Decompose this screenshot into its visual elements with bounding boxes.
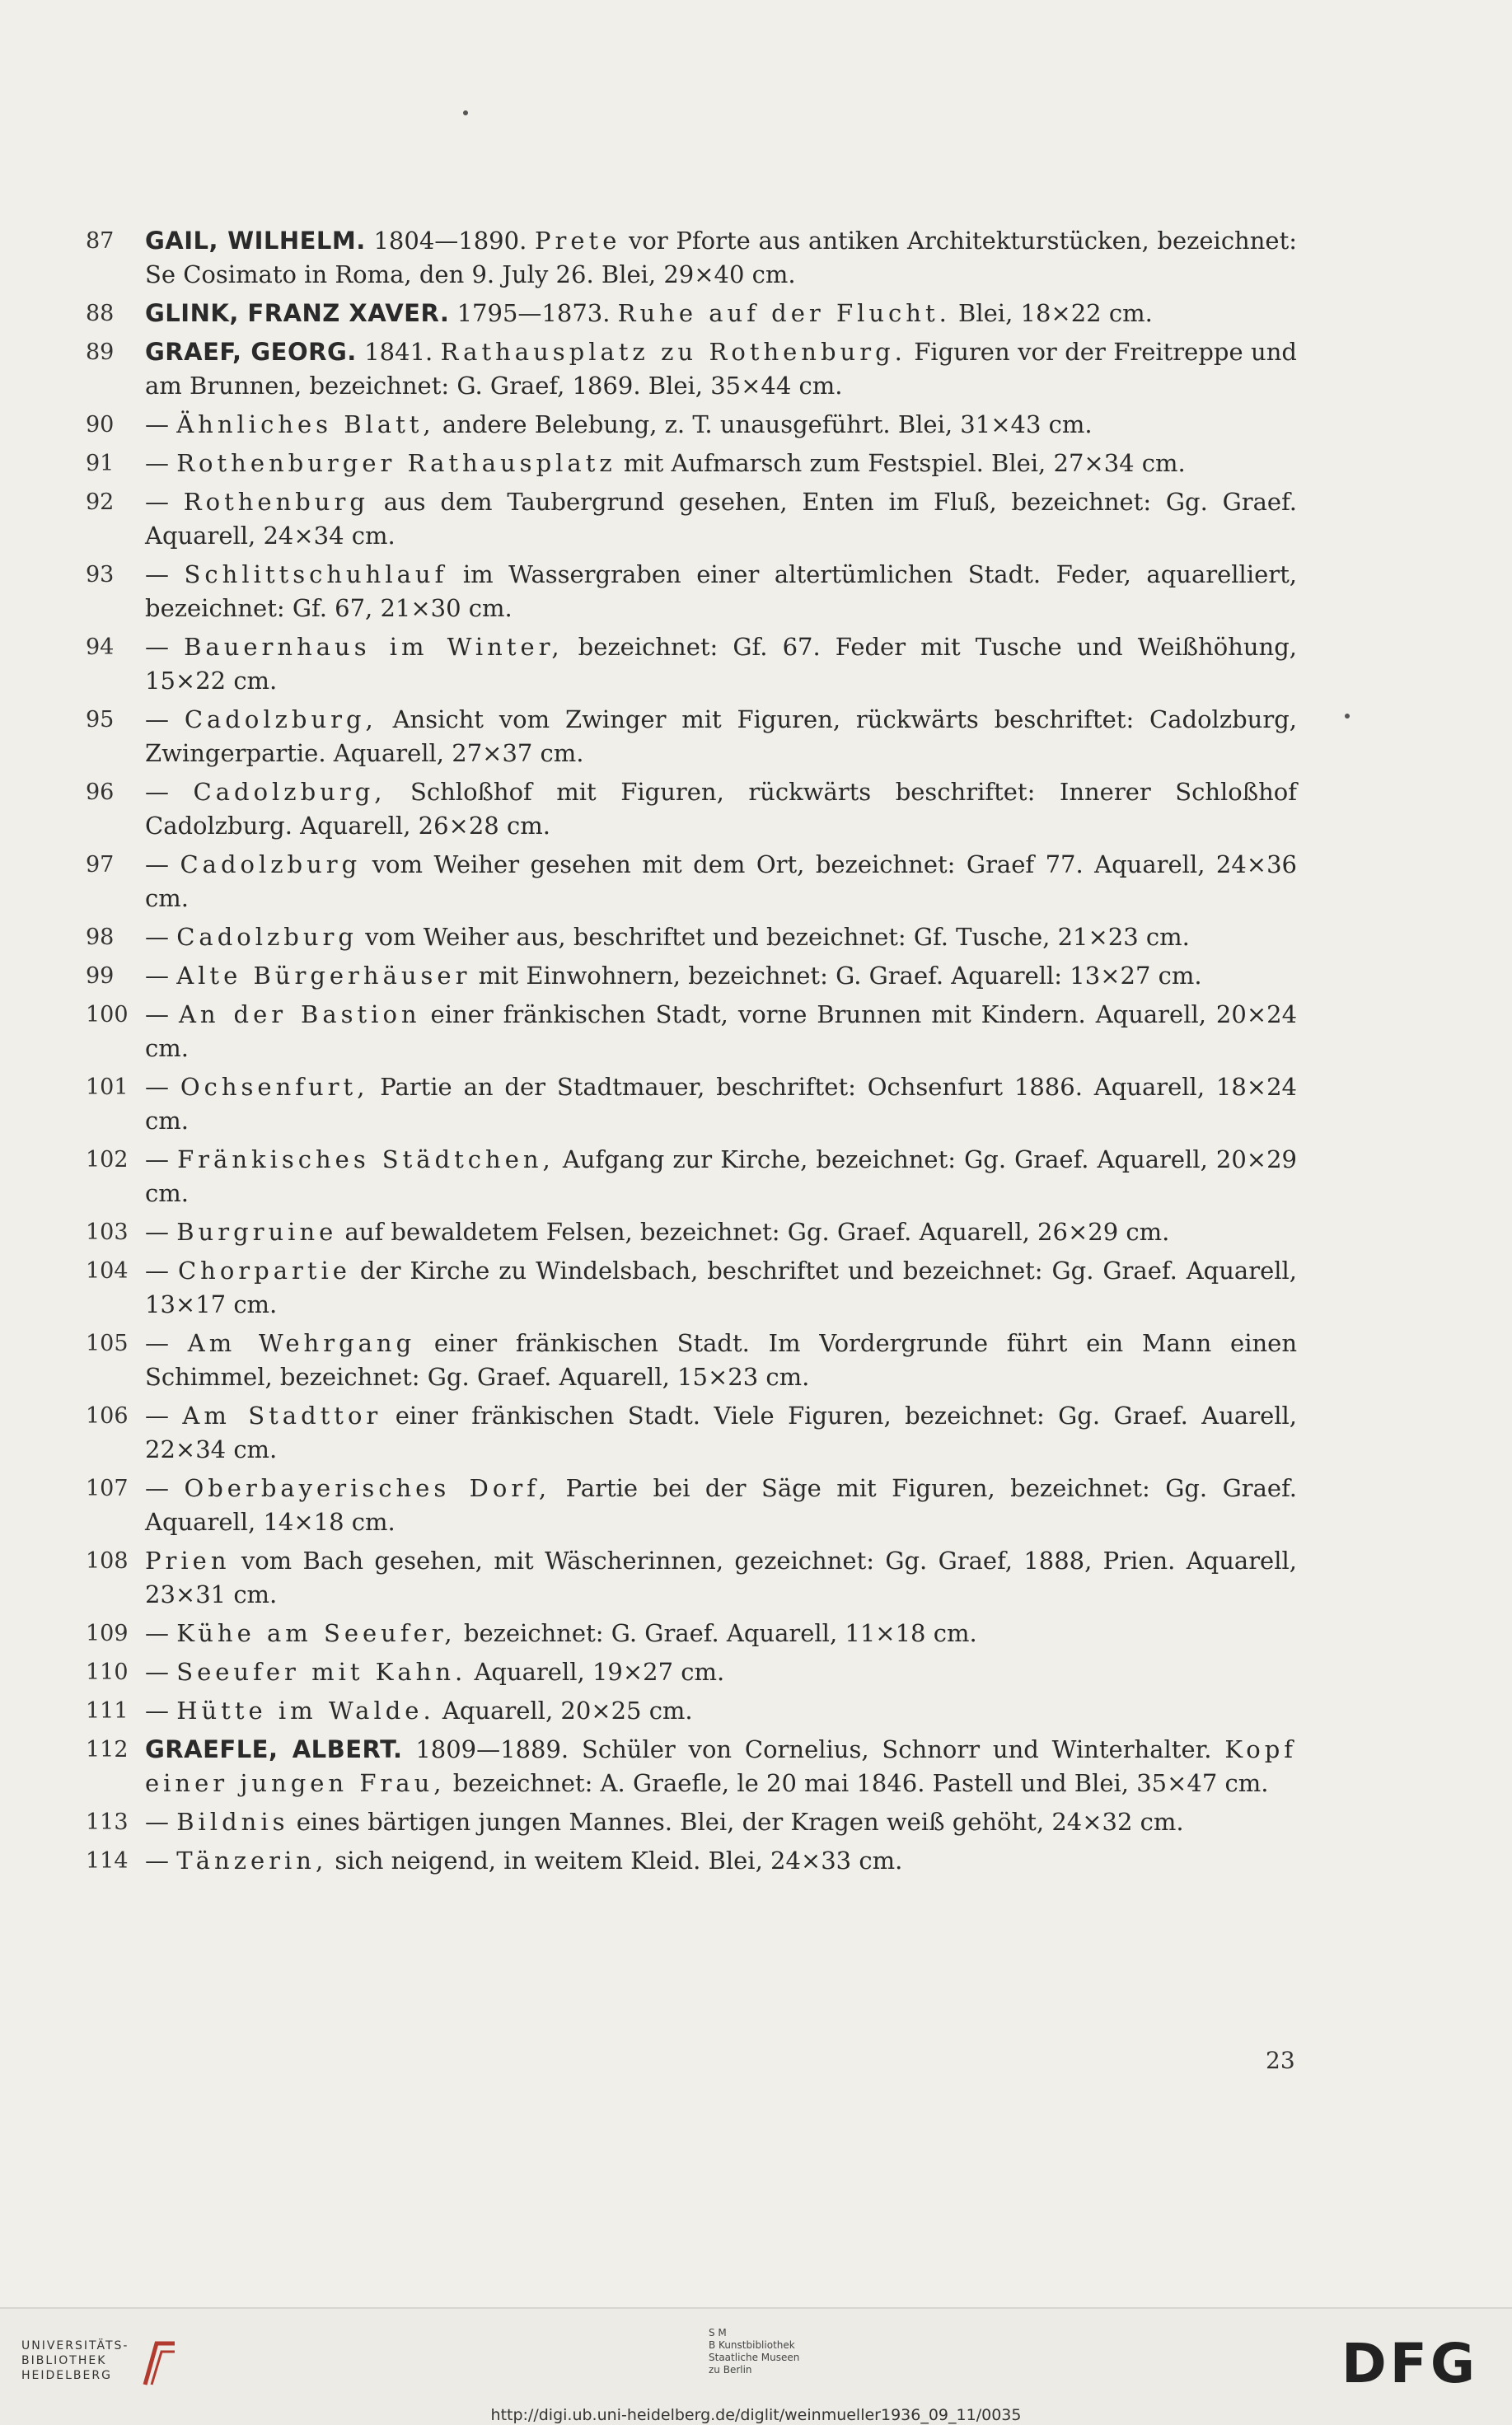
work-title: Hütte im Walde. (176, 1697, 435, 1725)
work-title: Chorpartie (177, 1257, 351, 1285)
entry-number: 88 (86, 301, 115, 326)
catalog-entry (86, 1655, 1297, 1689)
entry-text (145, 1215, 1297, 1249)
work-title: Cadolzburg, (193, 778, 386, 806)
entry-text (145, 1694, 1297, 1728)
work-description: bezeichnet: Gf. 67. Feder mit Tusche und Weißhöhung, 15×22 cm. (145, 633, 1297, 695)
work-title: Cadolzburg, (184, 705, 377, 733)
artist-name: GAIL, WILHELM. (145, 227, 366, 255)
work-title: Prete (535, 227, 621, 255)
entry-number: 107 (86, 1476, 129, 1501)
catalog-entry (86, 1399, 1297, 1467)
entry-number: 104 (86, 1258, 129, 1284)
work-description: andere Belebung, z. T. unausgeführt. Blei, 31×43 cm. (434, 410, 1093, 438)
work-description: vom Weiher aus, beschriftet und bezeichnet: Gf. Tusche, 21×23 cm. (357, 923, 1190, 951)
entry-text (145, 335, 1297, 403)
work-title: Rothenburg (183, 488, 369, 516)
entry-dates: — (145, 449, 177, 477)
logo-line: HEIDELBERG (21, 2369, 112, 2382)
work-title: Seeufer mit Kahn. (176, 1658, 467, 1686)
work-title: Bildnis (176, 1808, 289, 1836)
entry-dates: — (145, 1257, 178, 1285)
page-number: 23 (1266, 2047, 1295, 2074)
entry-dates: — (145, 1697, 177, 1725)
entry-number: 103 (86, 1220, 129, 1245)
entry-number: 106 (86, 1403, 129, 1429)
entry-number: 105 (86, 1331, 129, 1356)
entry-text (145, 1655, 1297, 1689)
catalog-entry (86, 1254, 1297, 1322)
work-description: mit Einwohnern, bezeichnet: G. Graef. Aquarell: 13×27 cm. (470, 962, 1202, 990)
entry-text (145, 1143, 1297, 1210)
work-description: Aquarell, 19×27 cm. (466, 1658, 725, 1686)
entry-text (145, 1327, 1297, 1394)
kunstbibliothek-logo[interactable] (709, 2327, 799, 2376)
work-description: einer fränkischen Stadt. Viele Figuren, bezeichnet: Gg. Graef. Auarell, 22×34 cm. (145, 1402, 1298, 1463)
entry-text (145, 630, 1297, 698)
catalog-entry (86, 1143, 1297, 1210)
work-description: der Kirche zu Windelsbach, beschriftet und bezeichnet: Gg. Graef. Aquarell, 13×17 cm. (145, 1257, 1297, 1318)
catalog-entry (86, 558, 1297, 625)
artist-name: GLINK, FRANZ XAVER. (145, 299, 450, 327)
entry-dates: — (145, 410, 177, 438)
university-library-logo[interactable] (21, 2338, 129, 2383)
entry-text (145, 1544, 1297, 1612)
entry-number: 99 (86, 963, 115, 989)
speck-mark (1345, 714, 1350, 719)
entry-dates: — (145, 778, 194, 806)
catalog-entry (86, 1070, 1297, 1138)
entry-number: 95 (86, 707, 115, 733)
entry-dates: 1795—1873. (449, 299, 618, 327)
entry-dates: — (145, 1073, 180, 1101)
entry-dates: 1804—1890. (365, 227, 535, 255)
catalog-entry (86, 1544, 1297, 1612)
entry-number: 90 (86, 412, 115, 438)
entry-dates: — (145, 1847, 177, 1875)
work-title: Oberbayerisches Dorf, (184, 1474, 551, 1502)
entry-dates: — (145, 705, 185, 733)
logo-line: BIBLIOTHEK (21, 2354, 107, 2367)
entry-text (145, 1254, 1297, 1322)
entry-number: 111 (86, 1698, 129, 1724)
work-title: Rathausplatz zu Rothenburg. (440, 338, 906, 366)
entry-number: 97 (86, 852, 115, 878)
entry-number: 91 (86, 451, 115, 476)
work-description: Schloßhof mit Figuren, rückwärts beschriftet: Innerer Schloßhof Cadolzburg. Aquarell, 26×28 cm. (145, 778, 1298, 840)
entry-text (145, 408, 1297, 442)
logo-line: UNIVERSITÄTS- (21, 2339, 129, 2352)
entry-text (145, 703, 1297, 770)
work-title: An der Bastion (178, 1000, 421, 1028)
work-description: Figuren vor der Freitreppe und am Brunnen, bezeichnet: G. Graef, 1869. Blei, 35×44 cm. (145, 338, 1297, 400)
catalog-entry (86, 1327, 1297, 1394)
entry-dates: — (145, 1474, 185, 1502)
work-description: Partie bei der Säge mit Figuren, bezeichnet: Gg. Graef. Aquarell, 14×18 cm. (145, 1474, 1297, 1536)
entry-text (145, 1805, 1297, 1839)
work-title: Prien (145, 1547, 231, 1575)
work-title: Ruhe auf der Flucht. (617, 299, 951, 327)
entry-number: 108 (86, 1548, 129, 1574)
entry-dates: — (145, 1619, 177, 1647)
work-description: vom Bach gesehen, mit Wäscherinnen, gezeichnet: Gg. Graef, 1888, Prien. Aquarell, 23×31 cm. (145, 1547, 1297, 1608)
work-title: Ochsenfurt, (180, 1073, 369, 1101)
work-description: bezeichnet: A. Graefle, le 20 mai 1846. Pastell und Blei, 35×47 cm. (445, 1769, 1269, 1797)
footer-bar (0, 2307, 1512, 2425)
catalog-entry (86, 1215, 1297, 1249)
entry-dates: — (145, 850, 180, 878)
catalog-entry (86, 1733, 1297, 1800)
work-title: Burgruine (176, 1218, 338, 1246)
artist-name: GRAEFLE, ALBERT. (145, 1735, 403, 1763)
work-title: Schlittschuhlauf (184, 560, 448, 588)
entry-text (145, 920, 1297, 954)
work-description: einer fränkischen Stadt, vorne Brunnen mit Kindern. Aquarell, 20×24 cm. (145, 1000, 1298, 1062)
catalog-entry (86, 1617, 1297, 1650)
work-description: Aufgang zur Kirche, bezeichnet: Gg. Graef. Aquarell, 20×29 cm. (145, 1145, 1297, 1207)
entry-text (145, 1472, 1297, 1539)
kb-line: zu Berlin (709, 2364, 752, 2376)
work-description: Blei, 18×22 cm. (950, 299, 1153, 327)
entry-number: 112 (86, 1737, 129, 1763)
work-description: sich neigend, in weitem Kleid. Blei, 24×33 cm. (327, 1847, 903, 1875)
work-title: Tänzerin, (176, 1847, 328, 1875)
university-emblem-icon (138, 2337, 180, 2390)
work-title: Am Stadttor (182, 1402, 382, 1430)
work-title: Kühe am Seeufer, (176, 1619, 456, 1647)
work-title: Fränkisches Städtchen, (177, 1145, 555, 1173)
work-description: Ansicht vom Zwinger mit Figuren, rückwärts beschriftet: Cadolzburg, Zwingerpartie. Aquarell, 27×37 cm. (145, 705, 1297, 767)
work-description: bezeichnet: G. Graef. Aquarell, 11×18 cm. (456, 1619, 977, 1647)
catalog-entry (86, 998, 1297, 1065)
work-description: einer fränkischen Stadt. Im Vordergrunde führt ein Mann einen Schimmel, bezeichnet: Gg. Graef. Aquarell, 15×23 cm. (145, 1329, 1297, 1391)
entry-text (145, 775, 1297, 843)
work-title: Am Wehrgang (187, 1329, 416, 1357)
catalog-entry (86, 848, 1297, 915)
work-description: vom Weiher gesehen mit dem Ort, bezeichnet: Graef 77. Aquarell, 24×36 cm. (145, 850, 1297, 912)
kb-line: B Kunstbibliothek (709, 2339, 795, 2351)
kb-line: Staatliche Museen (709, 2352, 800, 2363)
catalog-entry (86, 920, 1297, 954)
work-description: mit Aufmarsch zum Festspiel. Blei, 27×34 cm. (616, 449, 1186, 477)
entry-dates: — (145, 1145, 178, 1173)
entry-text (145, 485, 1297, 553)
catalog-entry (86, 1472, 1297, 1539)
catalog-entries (86, 224, 1297, 1883)
work-title: Ähnliches Blatt, (176, 410, 435, 438)
entry-number: 89 (86, 339, 115, 365)
entry-text (145, 447, 1297, 480)
entry-dates: 1841. (356, 338, 441, 366)
entry-text (145, 558, 1297, 625)
catalog-entry (86, 630, 1297, 698)
work-description: im Wassergraben einer altertümlichen Stadt. Feder, aquarelliert, bezeichnet: Gf. 67, 21×30 cm. (145, 560, 1297, 622)
speck-mark (463, 110, 468, 115)
work-title: Alte Bürgerhäuser (176, 962, 471, 990)
work-title: Kopf einer jungen Frau, (145, 1735, 1298, 1797)
work-description: vor Pforte aus antiken Architekturstücken, bezeichnet: Se Cosimato in Roma, den 9. July 26. Blei, 29×40 cm. (145, 227, 1297, 288)
entry-number: 98 (86, 925, 115, 950)
entry-text (145, 1733, 1297, 1800)
entry-number: 110 (86, 1660, 129, 1685)
entry-dates: — (145, 488, 184, 516)
work-description: eines bärtigen jungen Mannes. Blei, der Kragen weiß gehöht, 24×32 cm. (288, 1808, 1184, 1836)
entry-text (145, 959, 1297, 993)
entry-dates: — (145, 1402, 183, 1430)
entry-number: 96 (86, 779, 115, 805)
entry-dates: — (145, 1658, 177, 1686)
entry-dates: — (145, 1329, 188, 1357)
entry-text (145, 998, 1297, 1065)
permalink-url[interactable]: http://digi.ub.uni-heidelberg.de/diglit/weinmueller1936_09_11/0035 (490, 2406, 1022, 2424)
entry-number: 93 (86, 562, 115, 588)
catalog-entry (86, 224, 1297, 292)
entry-number: 94 (86, 634, 115, 660)
entry-text (145, 1844, 1297, 1878)
entry-number: 113 (86, 1809, 129, 1835)
work-description: auf bewaldetem Felsen, bezeichnet: Gg. Graef. Aquarell, 26×29 cm. (337, 1218, 1170, 1246)
entry-number: 101 (86, 1074, 129, 1100)
entry-number: 114 (86, 1848, 129, 1874)
work-description: aus dem Taubergrund gesehen, Enten im Fluß, bezeichnet: Gg. Graef. Aquarell, 24×34 cm. (145, 488, 1297, 550)
entry-dates: — (145, 1218, 177, 1246)
catalog-entry (86, 703, 1297, 770)
entry-text (145, 1617, 1297, 1650)
entry-text (145, 1399, 1297, 1467)
work-title: Cadolzburg (180, 850, 362, 878)
entry-text (145, 848, 1297, 915)
catalog-entry (86, 959, 1297, 993)
entry-dates: 1809—1889. Schüler von Cornelius, Schnorr und Winterhalter. (402, 1735, 1225, 1763)
work-description: Aquarell, 20×25 cm. (434, 1697, 693, 1725)
kb-line: S M (709, 2327, 727, 2338)
entry-dates: — (145, 633, 185, 661)
catalog-entry (86, 1694, 1297, 1728)
artist-name: GRAEF, GEORG. (145, 338, 357, 366)
work-title: Rothenburger Rathausplatz (176, 449, 616, 477)
entry-number: 100 (86, 1002, 129, 1028)
catalog-entry (86, 447, 1297, 480)
entry-text (145, 1070, 1297, 1138)
work-title: Bauernhaus im Winter, (184, 633, 564, 661)
catalog-entry (86, 297, 1297, 330)
entry-number: 109 (86, 1621, 129, 1646)
entry-dates: — (145, 560, 185, 588)
entry-number: 92 (86, 489, 115, 515)
entry-number: 87 (86, 228, 115, 254)
catalog-entry (86, 485, 1297, 553)
entry-dates: — (145, 962, 177, 990)
catalog-entry (86, 1805, 1297, 1839)
catalog-entry (86, 408, 1297, 442)
catalog-entry (86, 775, 1297, 843)
work-title: Cadolzburg (176, 923, 358, 951)
catalog-entry (86, 335, 1297, 403)
entry-text (145, 297, 1297, 330)
dfg-logo[interactable]: DFG (1341, 2332, 1479, 2395)
entry-dates: — (145, 1000, 179, 1028)
entry-number: 102 (86, 1147, 129, 1173)
entry-dates: — (145, 923, 177, 951)
catalog-entry (86, 1844, 1297, 1878)
entry-dates: — (145, 1808, 177, 1836)
entry-text (145, 224, 1297, 292)
work-description: Partie an der Stadtmauer, beschriftet: Ochsenfurt 1886. Aquarell, 18×24 cm. (145, 1073, 1297, 1135)
